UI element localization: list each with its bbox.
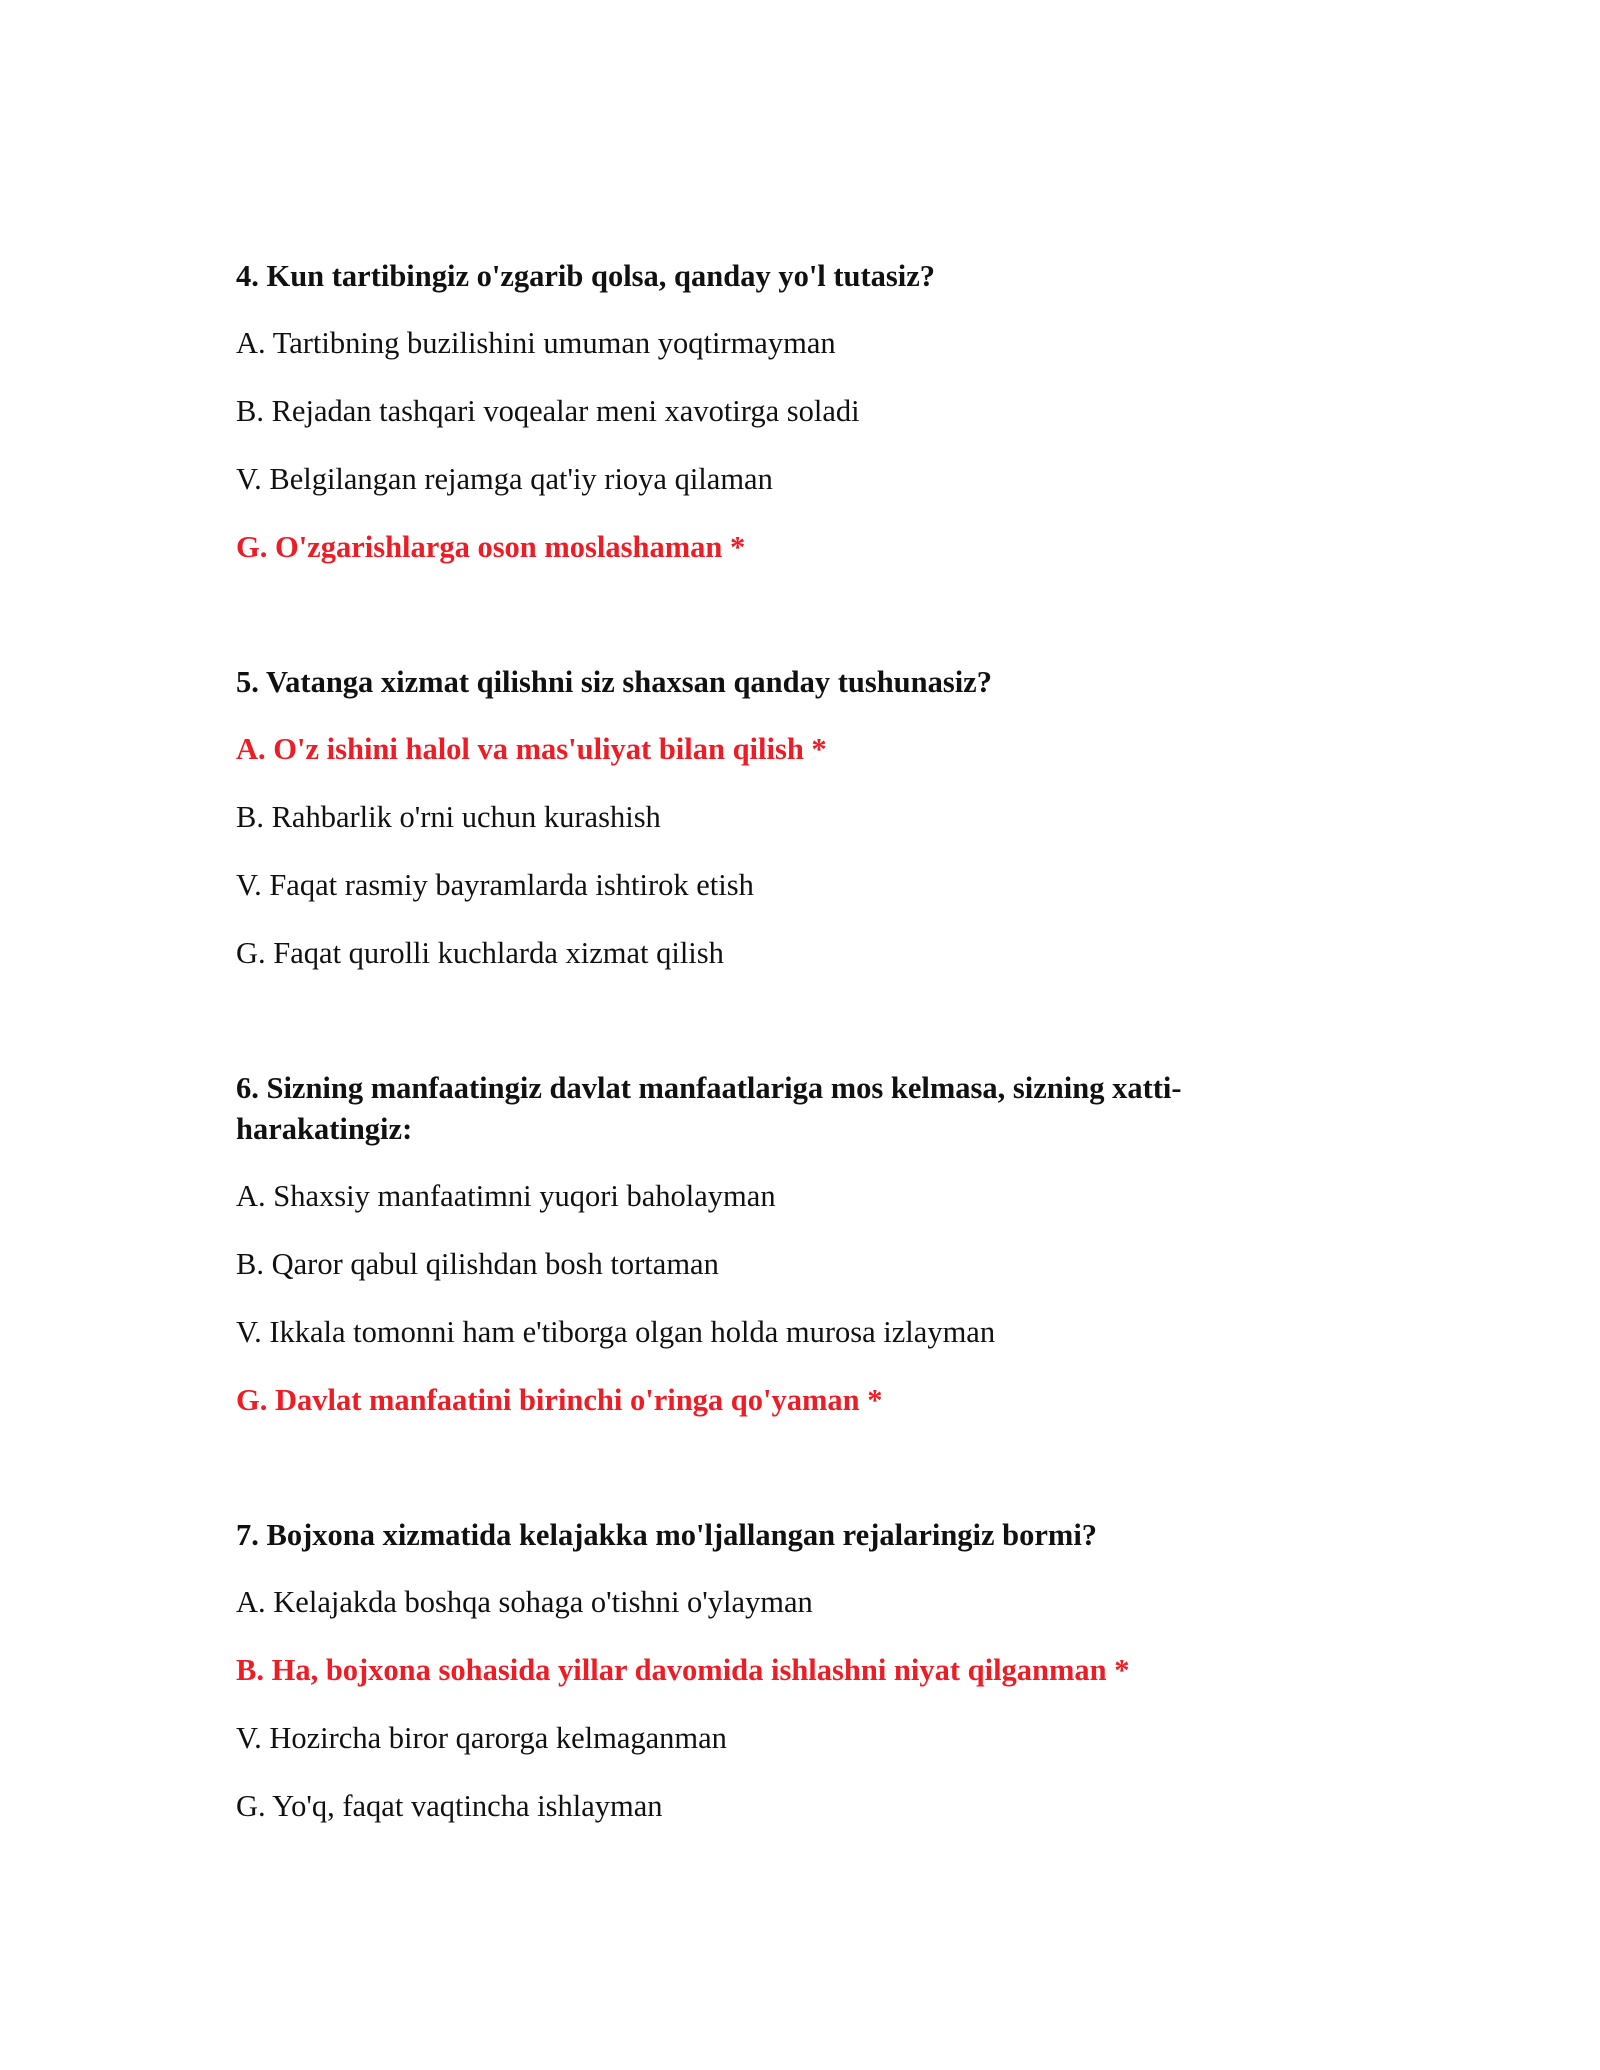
question-block-6 [236,1068,1246,1421]
quiz-content [236,256,1246,1854]
question-title: 4. Kun tartibingiz o'zgarib qolsa, qanday yo'l tutasiz? [236,259,936,293]
answer-option: A. Tartibning buzilishini umuman yoqtirmayman [236,326,836,360]
answer-option: A. Kelajakda boshqa sohaga o'tishni o'ylayman [236,1585,813,1619]
question-title: 6. Sizning manfaatingiz davlat manfaatlariga mos kelmasa, sizning xatti-harakatingiz: [236,1071,1182,1146]
question-title: 7. Bojxona xizmatida kelajakka mo'ljallangan rejalaringiz bormi? [236,1518,1098,1552]
section-spacer [236,595,1246,662]
answer-option: G. Yo'q, faqat vaqtincha ishlayman [236,1789,663,1823]
question-title: 5. Vatanga xizmat qilishni siz shaxsan qanday tushunasiz? [236,665,992,699]
answer-option: B. Rahbarlik o'rni uchun kurashish [236,800,661,834]
answer-option: V. Ikkala tomonni ham e'tiborga olgan holda murosa izlayman [236,1315,996,1349]
correct-answer-option: A. O'z ishini halol va mas'uliyat bilan qilish * [236,732,827,766]
answer-option: B. Rejadan tashqari voqealar meni xavotirga soladi [236,394,860,428]
answer-option: G. Faqat qurolli kuchlarda xizmat qilish [236,936,724,970]
answer-option: B. Qaror qabul qilishdan bosh tortaman [236,1247,719,1281]
section-spacer [236,1001,1246,1068]
answer-option: V. Hozircha biror qarorga kelmaganman [236,1721,727,1755]
answer-option: A. Shaxsiy manfaatimni yuqori baholayman [236,1179,776,1213]
correct-answer-option: G. Davlat manfaatini birinchi o'ringa qo'yaman * [236,1383,883,1417]
section-spacer [236,1448,1246,1515]
answer-option: V. Faqat rasmiy bayramlarda ishtirok etish [236,868,754,902]
correct-answer-option: G. O'zgarishlarga oson moslashaman * [236,530,746,564]
question-block-7 [236,1515,1246,1827]
answer-option: V. Belgilangan rejamga qat'iy rioya qilaman [236,462,773,496]
question-block-4 [236,256,1246,568]
question-block-5 [236,662,1246,974]
correct-answer-option: B. Ha, bojxona sohasida yillar davomida ishlashni niyat qilganman * [236,1653,1130,1687]
